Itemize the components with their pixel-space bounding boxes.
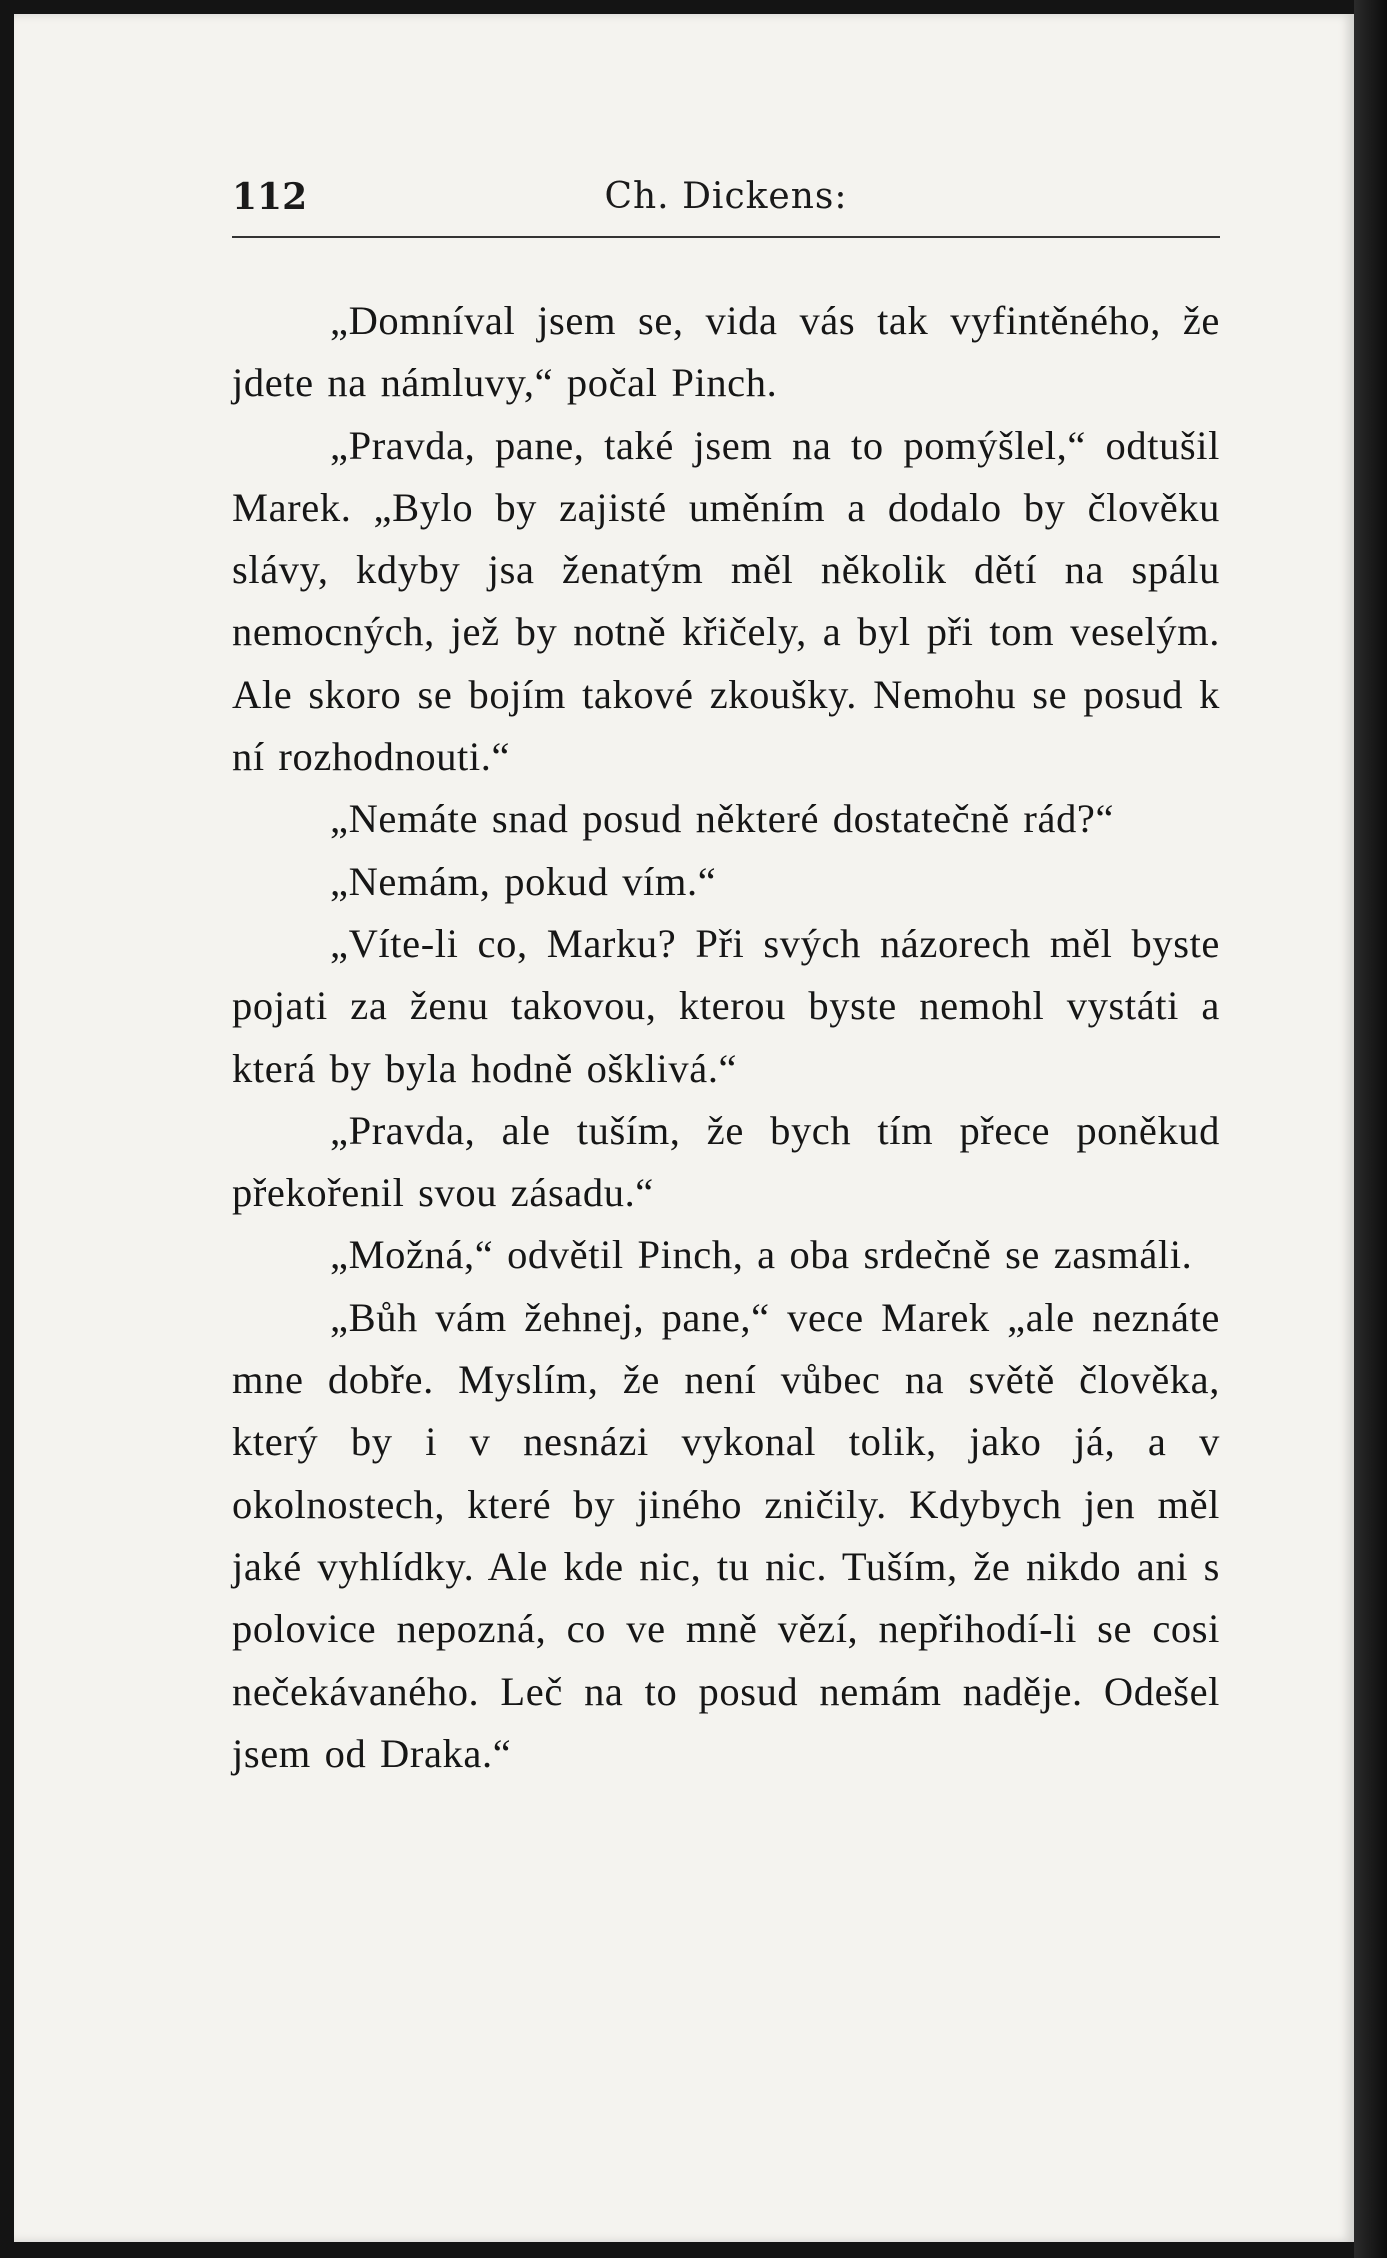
paragraph: „Pravda, pane, také jsem na to pomýšlel,“ odtušil Marek. „Bylo by zajisté uměním a dodalo by člověku slávy, kdyby jsa ženatým měl několik dětí na spálu nemocných, jež by notně křičely, a byl při tom veselým. Ale skoro se bojím takové zkoušky. Nemohu se posud k ní rozhodnouti.“: [232, 422, 1220, 780]
paragraph: „Možná,“ odvětil Pinch, a oba srdečně se zasmáli.: [330, 1232, 1193, 1278]
paragraph: „Nemám, pokud vím.“: [330, 858, 717, 904]
page-edge-shadow: [1354, 0, 1387, 2258]
running-title: Ch. Dickens:: [604, 176, 848, 217]
header-rule: [232, 236, 1220, 238]
body-text: [232, 290, 1220, 1785]
paragraph: „Bůh vám žehnej, pane,“ vece Marek „ale neznáte mne dobře. Myslím, že není vůbec na světě člověka, který by i v nesnázi vykonal tolik, jako já, a v okolnostech, které by jiného zničily. Kdybych jen měl jaké vyhlídky. Ale kde nic, tu nic. Tuším, že nikdo ani s polovice nepozná, co ve mně vězí, nepřihodí-li se cosi nečekávaného. Leč na to posud nemám naděje. Odešel jsem od Draka.“: [232, 1294, 1220, 1776]
paragraph: „Pravda, ale tuším, že bych tím přece poněkud překořenil svou zásadu.“: [232, 1107, 1220, 1216]
paragraph: „Domníval jsem se, vida vás tak vyfintěného, že jdete na námluvy,“ počal Pinch.: [232, 298, 1220, 406]
page-header: [232, 176, 1220, 224]
paragraph: „Nemáte snad posud některé dostatečně rád?“: [330, 796, 1115, 842]
page-number: 112: [232, 176, 308, 218]
paragraph: „Víte-li co, Marku? Při svých názorech měl byste pojati za ženu takovou, kterou byste nemohl vystáti a která by byla hodně ošklivá.“: [232, 920, 1220, 1091]
